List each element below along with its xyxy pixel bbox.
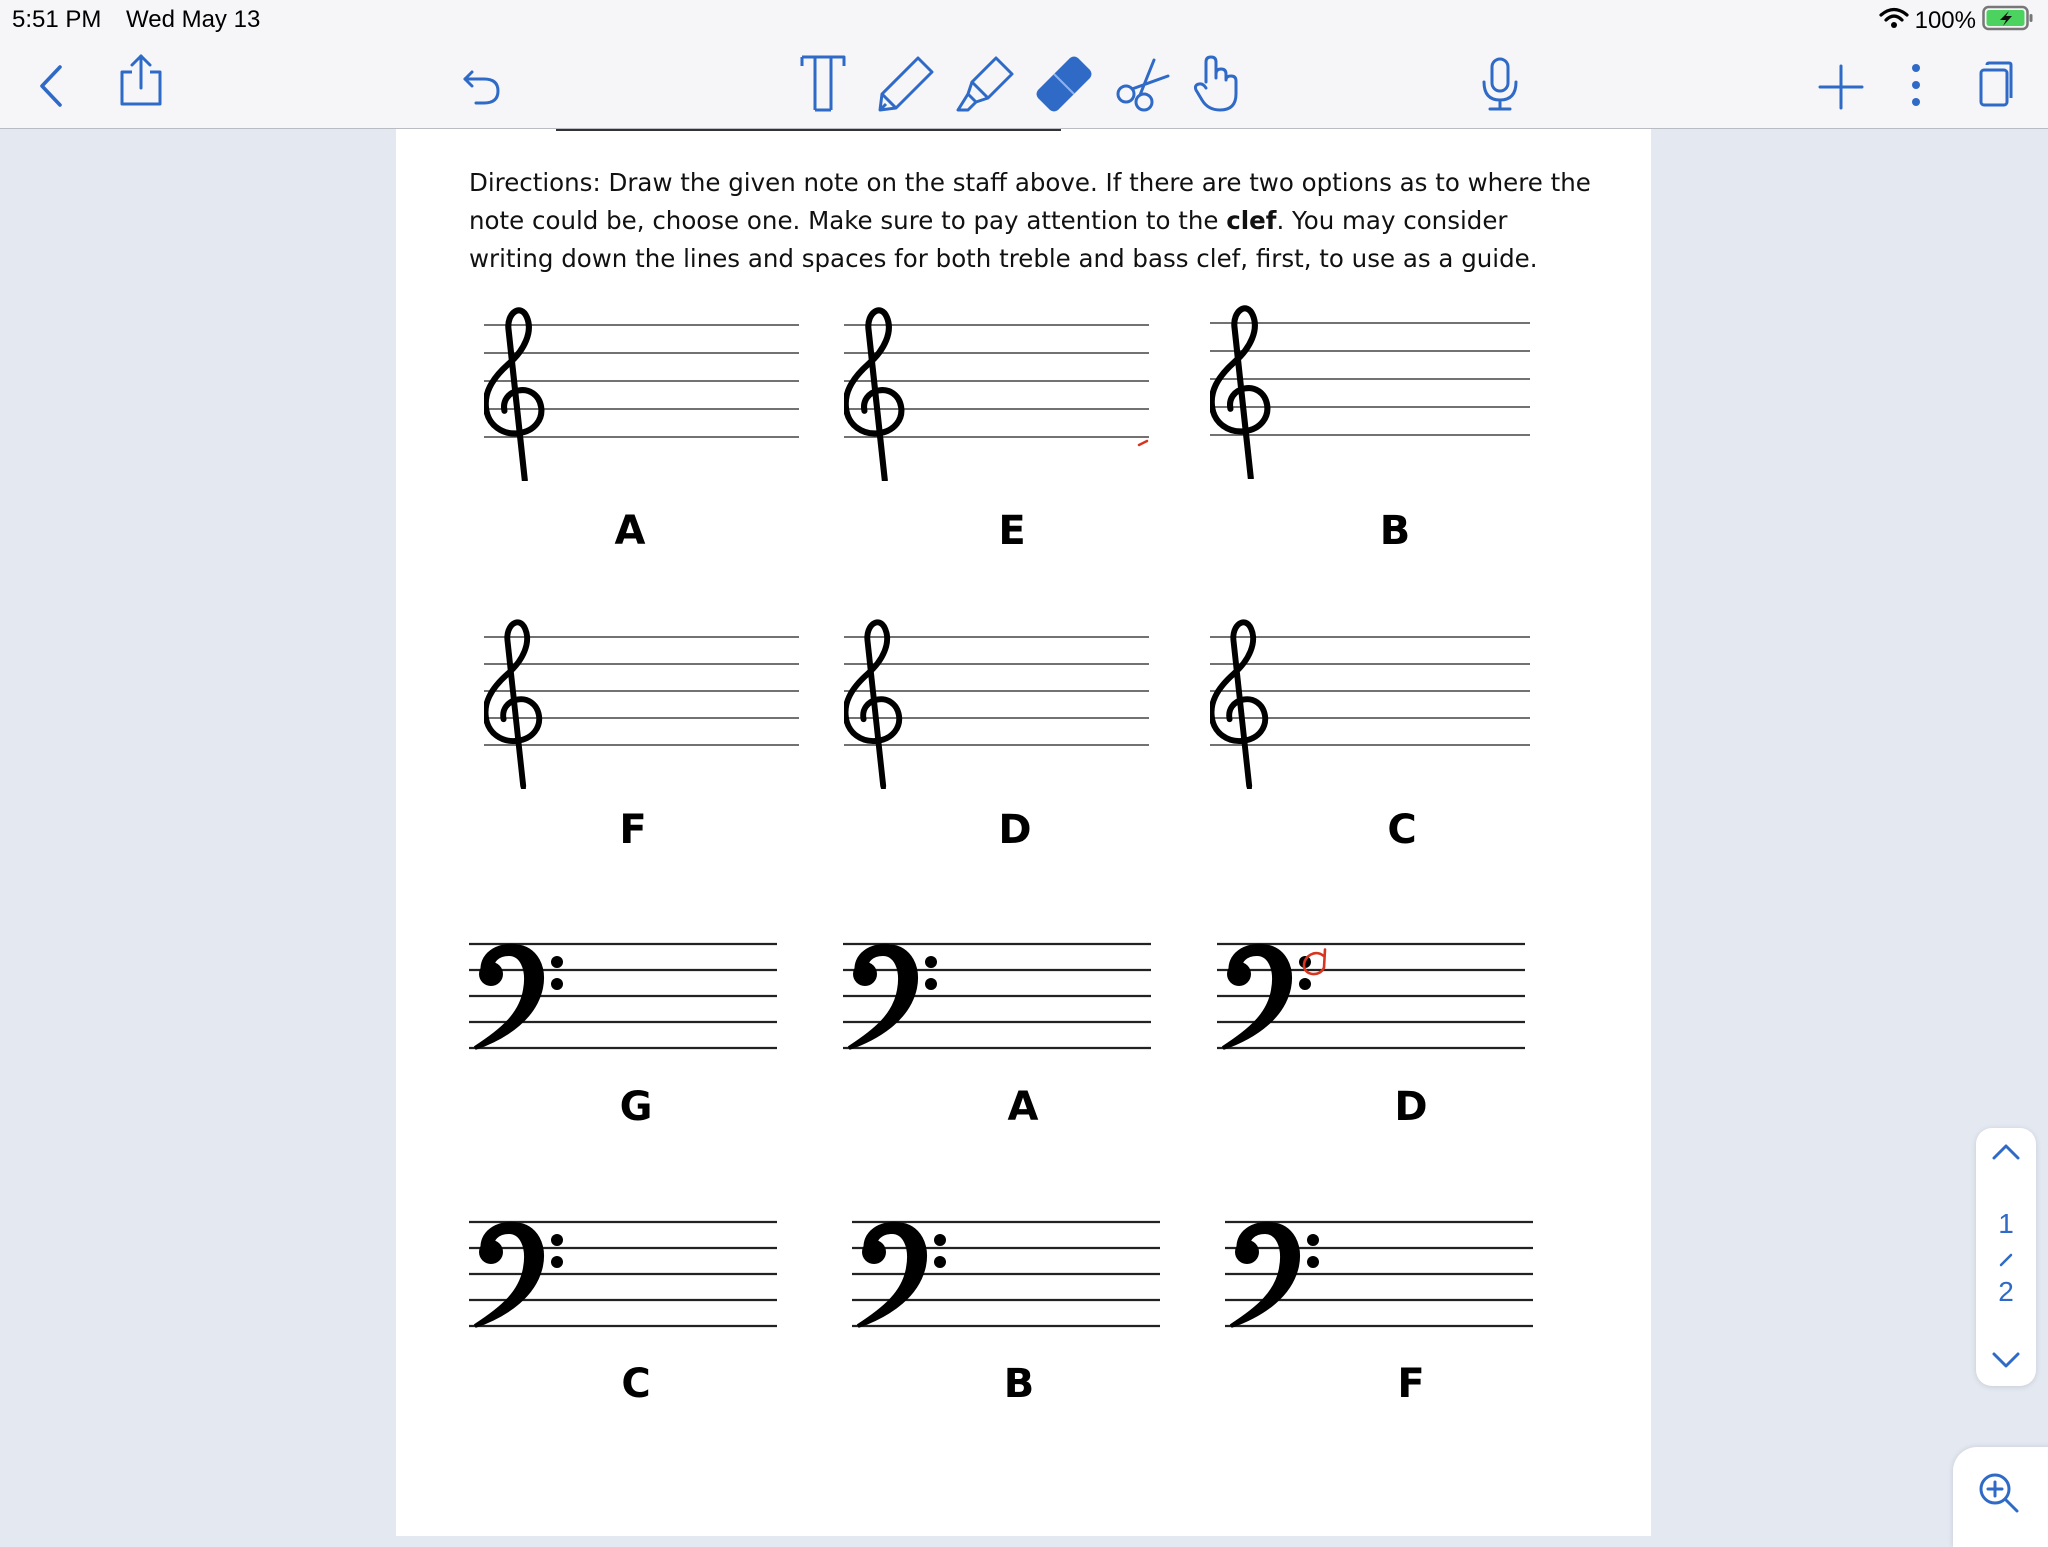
page-separator-icon — [1998, 1252, 2014, 1273]
status-time: 5:51 PM — [12, 6, 102, 33]
battery-percent: 100% — [1914, 7, 1976, 34]
bass-staff-12[interactable] — [1225, 1218, 1533, 1334]
bass-staff-11[interactable] — [852, 1218, 1160, 1334]
bass-staff-9[interactable] — [1217, 940, 1525, 1056]
note-label: B — [1379, 508, 1411, 554]
treble-clef-icon — [1212, 308, 1268, 479]
battery-charging-icon — [1982, 5, 2034, 38]
bass-staff-10[interactable] — [469, 1218, 777, 1334]
current-page-number: 1 — [1998, 1208, 2014, 1239]
share-icon[interactable] — [118, 52, 164, 108]
bass-staff-7[interactable] — [469, 940, 777, 1056]
note-label: E — [998, 508, 1026, 554]
scissors-tool-icon[interactable] — [1114, 56, 1174, 112]
microphone-icon[interactable] — [1480, 56, 1520, 112]
note-label: D — [1394, 1084, 1428, 1130]
pages-icon[interactable] — [1978, 60, 2014, 108]
treble-staff-2[interactable] — [844, 307, 1149, 481]
add-icon[interactable] — [1818, 64, 1864, 110]
highlighter-tool-icon[interactable] — [954, 54, 1016, 114]
treble-clef-icon — [486, 310, 542, 481]
treble-clef-icon — [486, 622, 540, 789]
note-label: D — [998, 807, 1032, 853]
directions-part-1: Directions: Draw the given note on the staff above. If there are two options as to where the note could be, choose one. Make sure to pay attention to the — [469, 168, 1591, 235]
note-label: C — [1387, 807, 1417, 853]
wifi-icon — [1879, 6, 1909, 37]
hand-pointer-tool-icon[interactable] — [1192, 54, 1242, 114]
treble-clef-icon — [846, 622, 900, 789]
treble-staff-1[interactable] — [484, 307, 799, 481]
zoom-in-icon — [1977, 1471, 2021, 1520]
status-date: Wed May 13 — [126, 6, 261, 33]
note-label: B — [1003, 1361, 1035, 1407]
note-label: F — [619, 807, 647, 853]
directions-part-2: . You may consider writing down the lines and spaces for both treble and bass clef, first, to use as a guide. — [469, 206, 1538, 273]
directions-bold-word: clef — [1226, 206, 1277, 235]
top-bar — [0, 0, 2048, 129]
page-top-rule — [556, 129, 1061, 131]
treble-staff-3[interactable] — [1210, 305, 1530, 479]
page-up-chevron-icon[interactable] — [1991, 1142, 2021, 1167]
eraser-tool-icon[interactable] — [1032, 54, 1094, 114]
page-down-chevron-icon[interactable] — [1991, 1350, 2021, 1375]
note-label: A — [1007, 1084, 1039, 1130]
treble-staff-5[interactable] — [844, 619, 1149, 789]
document-page[interactable] — [396, 129, 1651, 1536]
directions-text — [469, 164, 1599, 278]
more-icon[interactable] — [1910, 62, 1922, 108]
pen-tool-icon[interactable] — [874, 54, 936, 114]
status-indicators — [1879, 4, 2034, 38]
text-tool-icon[interactable] — [800, 54, 846, 114]
handwritten-mark — [1139, 441, 1147, 445]
total-page-number: 2 — [1998, 1276, 2014, 1307]
note-label: C — [621, 1361, 651, 1407]
treble-clef-icon — [846, 310, 902, 481]
page-navigator — [1976, 1128, 2036, 1386]
note-label: G — [619, 1084, 653, 1130]
undo-icon[interactable] — [462, 66, 502, 106]
treble-staff-4[interactable] — [484, 619, 799, 789]
back-chevron-icon[interactable] — [36, 63, 66, 109]
bass-staff-8[interactable] — [843, 940, 1151, 1056]
note-label: F — [1397, 1361, 1425, 1407]
treble-staff-6[interactable] — [1210, 619, 1530, 789]
note-label: A — [614, 508, 646, 554]
zoom-button[interactable] — [1953, 1447, 2048, 1547]
treble-clef-icon — [1212, 622, 1266, 789]
